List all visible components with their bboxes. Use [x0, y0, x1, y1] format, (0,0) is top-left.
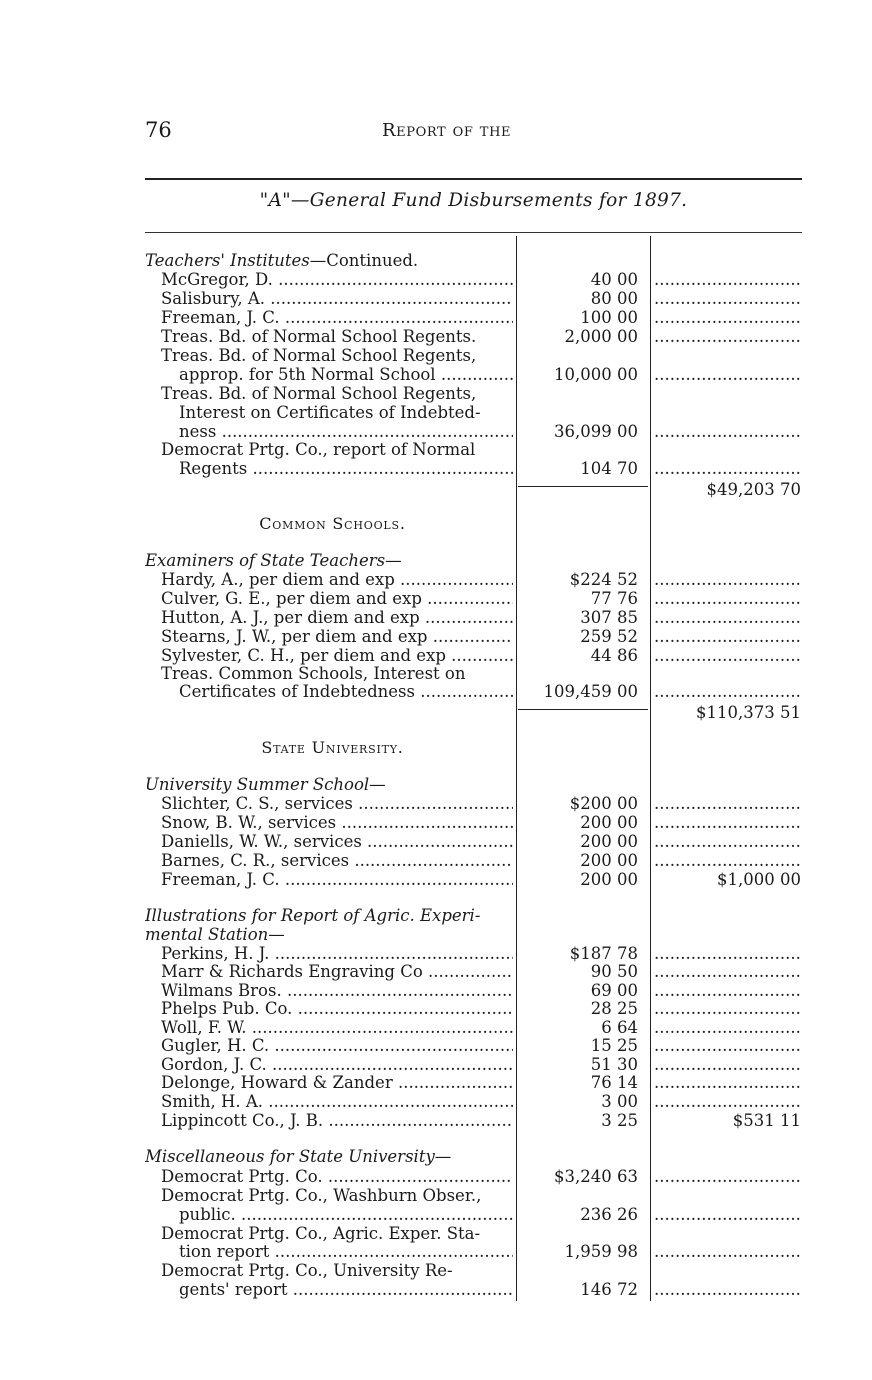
amount: 6 64: [601, 1018, 638, 1037]
section-heading-row: [0, 926, 872, 944]
table-row: [0, 1206, 872, 1224]
total-leader: [654, 309, 801, 327]
total-leader: [654, 460, 801, 478]
payee-name: Gugler, H. C. .....: [161, 1037, 513, 1055]
section-total: $531 11: [732, 1112, 801, 1130]
payee-name: public. .....: [179, 1206, 513, 1224]
payee-name: Treas. Common Schools, Interest on: [161, 665, 466, 683]
total-leader: [654, 571, 801, 589]
amount: 80 00: [590, 289, 638, 308]
payee-name: McGregor, D. .....: [161, 271, 513, 289]
amount: 200 00: [580, 813, 638, 832]
table-row: [0, 647, 872, 665]
total-leader: [654, 628, 801, 646]
section-subheading: Miscellaneous for State University—: [145, 1148, 452, 1166]
amount: 3 00: [601, 1092, 638, 1111]
amount: 51 30: [590, 1055, 638, 1074]
section-heading-row: [0, 907, 872, 925]
payee-name: Interest on Certificates of Indebted-: [179, 404, 481, 422]
table-row: [0, 1281, 872, 1299]
payee-name: Democrat Prtg. Co., University Re-: [161, 1262, 453, 1280]
payee-name: gents' report .....: [179, 1281, 513, 1299]
table-row: [0, 665, 872, 683]
table-row: [0, 1262, 872, 1280]
amount: 40 00: [590, 270, 638, 289]
total-leader: [654, 852, 801, 870]
total-leader: [654, 945, 801, 963]
total-leader: [654, 609, 801, 627]
total-leader: [654, 1074, 801, 1092]
running-title: Report of the: [382, 120, 512, 141]
payee-name: Smith, H. A. .....: [161, 1093, 513, 1111]
table-row: [0, 628, 872, 646]
amount: $3,240 63: [554, 1167, 638, 1186]
payee-name: Democrat Prtg. Co., Washburn Obser.,: [161, 1187, 482, 1205]
amount: $200 00: [569, 794, 638, 813]
table-row: [0, 1112, 872, 1130]
table-row: [0, 1000, 872, 1018]
section-total: $1,000 00: [717, 871, 801, 889]
title-rule: [145, 232, 802, 233]
payee-name: Gordon, J. C. .....: [161, 1056, 513, 1074]
amount: 36,099 00: [554, 422, 638, 441]
total-leader: [654, 795, 801, 813]
payee-name: ness .....: [179, 423, 513, 441]
table-row: [0, 963, 872, 981]
payee-name: Wilmans Bros. .....: [161, 982, 513, 1000]
payee-name: Marr & Richards Engraving Co .....: [161, 963, 513, 981]
amount: 69 00: [590, 981, 638, 1000]
payee-name: Treas. Bd. of Normal School Regents,: [161, 385, 477, 403]
total-leader: [654, 1206, 801, 1224]
section-heading-row: [0, 515, 872, 533]
amount: 307 85: [580, 608, 638, 627]
table-row: [0, 423, 872, 441]
table-row: [0, 1019, 872, 1037]
amount: 90 50: [590, 962, 638, 981]
payee-name: Certificates of Indebtedness .....: [179, 683, 513, 701]
amount: 236 26: [580, 1205, 638, 1224]
payee-name: Stearns, J. W., per diem and exp .....: [161, 628, 513, 646]
total-leader: [654, 982, 801, 1000]
amount: $187 78: [569, 944, 638, 963]
section-subheading: Teachers' Institutes—Continued.: [145, 252, 419, 270]
table-row: [0, 1187, 872, 1205]
table-row: [0, 609, 872, 627]
table-row: [0, 814, 872, 832]
table-row: [0, 441, 872, 459]
table-row: [0, 1093, 872, 1111]
section-subheading: Illustrations for Report of Agric. Experi-: [145, 907, 481, 925]
amount: $224 52: [569, 570, 638, 589]
section-subheading: University Summer School—: [145, 776, 386, 794]
total-leader: [654, 647, 801, 665]
section-heading-row: [0, 552, 872, 570]
payee-name: Democrat Prtg. Co., report of Normal: [161, 441, 476, 459]
amount: 200 00: [580, 832, 638, 851]
amount: 3 25: [601, 1111, 638, 1130]
table-title: "A"—General Fund Disbursements for 1897.: [259, 190, 688, 211]
table-row: [0, 347, 872, 365]
total-leader: [654, 1168, 801, 1186]
payee-name: Democrat Prtg. Co. .....: [161, 1168, 513, 1186]
table-row: [0, 571, 872, 589]
payee-name: tion report .....: [179, 1243, 513, 1261]
table-row: [0, 982, 872, 1000]
amount: 44 86: [590, 646, 638, 665]
total-leader: [654, 290, 801, 308]
payee-name: Treas. Bd. of Normal School Regents.: [161, 328, 477, 346]
amount: 200 00: [580, 851, 638, 870]
total-leader: [654, 1000, 801, 1018]
total-leader: [654, 1243, 801, 1261]
table-row: [0, 871, 872, 889]
table-row: [0, 683, 872, 701]
amount: 15 25: [590, 1036, 638, 1055]
payee-name: Snow, B. W., services .....: [161, 814, 513, 832]
total-leader: [654, 833, 801, 851]
table-row: [0, 366, 872, 384]
section-heading-row: [0, 739, 872, 757]
section-heading: State University.: [261, 738, 404, 757]
payee-name: Barnes, C. R., services .....: [161, 852, 513, 870]
total-leader: [654, 683, 801, 701]
section-heading: Common Schools.: [259, 514, 406, 533]
payee-name: Democrat Prtg. Co., Agric. Exper. Sta-: [161, 1225, 481, 1243]
total-row: [0, 704, 872, 722]
total-leader: [654, 814, 801, 832]
table-row: [0, 590, 872, 608]
table-row: [0, 1037, 872, 1055]
payee-name: approp. for 5th Normal School .....: [179, 366, 513, 384]
section-subheading: mental Station—: [145, 926, 285, 944]
table-row: [0, 309, 872, 327]
table-row: [0, 271, 872, 289]
payee-name: Regents .....: [179, 460, 513, 478]
amount: 76 14: [590, 1073, 638, 1092]
table-row: [0, 328, 872, 346]
amount: 146 72: [580, 1280, 638, 1299]
section-subheading: Examiners of State Teachers—: [145, 552, 402, 570]
amount: 10,000 00: [554, 365, 638, 384]
table-row: [0, 852, 872, 870]
section-heading-row: [0, 776, 872, 794]
total-leader: [654, 1056, 801, 1074]
payee-name: Salisbury, A. .....: [161, 290, 513, 308]
payee-name: Daniells, W. W., services .....: [161, 833, 513, 851]
amount: 77 76: [590, 589, 638, 608]
amount: 259 52: [580, 627, 638, 646]
table-row: [0, 1168, 872, 1186]
table-row: [0, 1225, 872, 1243]
header-rule: [145, 178, 802, 180]
total-leader: [654, 590, 801, 608]
payee-name: Culver, G. E., per diem and exp .....: [161, 590, 513, 608]
total-leader: [654, 1019, 801, 1037]
total-leader: [654, 366, 801, 384]
section-total: $49,203 70: [706, 481, 801, 499]
payee-name: Woll, F. W. .....: [161, 1019, 513, 1037]
payee-name: Freeman, J. C. .....: [161, 309, 513, 327]
payee-name: Freeman, J. C. .....: [161, 871, 513, 889]
table-row: [0, 833, 872, 851]
total-leader: [654, 1037, 801, 1055]
section-total: $110,373 51: [696, 704, 801, 722]
total-leader: [654, 423, 801, 441]
amount: 1,959 98: [564, 1242, 638, 1261]
payee-name: Sylvester, C. H., per diem and exp .....: [161, 647, 513, 665]
payee-name: Phelps Pub. Co. .....: [161, 1000, 513, 1018]
table-row: [0, 945, 872, 963]
amount: 109,459 00: [543, 682, 638, 701]
total-leader: [654, 328, 801, 346]
table-row: [0, 290, 872, 308]
amount: 100 00: [580, 308, 638, 327]
payee-name: Hutton, A. J., per diem and exp .....: [161, 609, 513, 627]
table-row: [0, 795, 872, 813]
table-row: [0, 1243, 872, 1261]
payee-name: Delonge, Howard & Zander .....: [161, 1074, 513, 1092]
payee-name: Hardy, A., per diem and exp .....: [161, 571, 513, 589]
total-leader: [654, 963, 801, 981]
amount: 104 70: [580, 459, 638, 478]
amount: 200 00: [580, 870, 638, 889]
payee-name: Treas. Bd. of Normal School Regents,: [161, 347, 477, 365]
amount: 28 25: [590, 999, 638, 1018]
section-heading-row: [0, 252, 872, 270]
section-heading-row: [0, 1148, 872, 1166]
payee-name: Lippincott Co., J. B. .....: [161, 1112, 513, 1130]
table-row: [0, 460, 872, 478]
payee-name: Perkins, H. J. .....: [161, 945, 513, 963]
table-row: [0, 385, 872, 403]
total-leader: [654, 1093, 801, 1111]
total-leader: [654, 271, 801, 289]
table-row: [0, 404, 872, 422]
table-row: [0, 1056, 872, 1074]
payee-name: Slichter, C. S., services .....: [161, 795, 513, 813]
total-leader: [654, 1281, 801, 1299]
page-number: 76: [145, 118, 172, 142]
table-row: [0, 1074, 872, 1092]
amount: 2,000 00: [564, 327, 638, 346]
total-row: [0, 481, 872, 499]
